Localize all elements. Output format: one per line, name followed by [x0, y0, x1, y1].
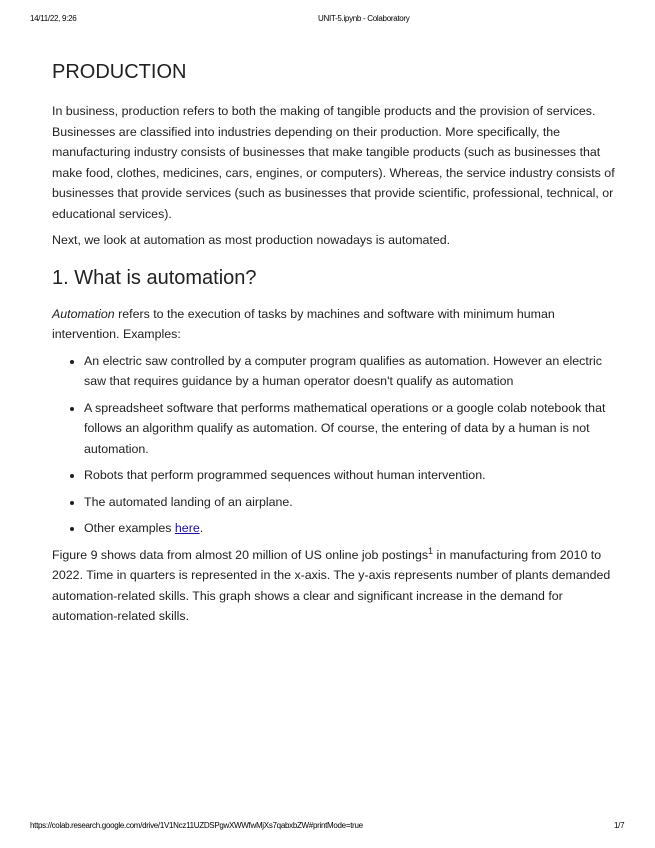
list-item: • The automated landing of an airplane. — [84, 492, 622, 513]
list-item: • A spreadsheet software that performs mathematical operations or a google colab notebook that follows an algorithm qualify as automation. Of course, the entering of data by a human is not automation. — [84, 398, 622, 460]
next-paragraph: Next, we look at automation as most production nowadays is automated. — [52, 233, 451, 247]
definition-term: Automation — [52, 306, 115, 321]
other-examples-prefix: Other examples — [84, 521, 175, 535]
print-url: https://colab.research.google.com/drive/1V1Ncz11UZDSPgwXWWfwMjXs7qabxbZW#printMode=true — [30, 821, 363, 830]
examples-list — [52, 351, 622, 539]
section-title: PRODUCTION — [52, 61, 187, 83]
list-item: • Robots that perform programmed sequences without human intervention. — [84, 465, 622, 486]
page-number: 1/7 — [614, 821, 625, 830]
footnote-ref[interactable]: 1 — [428, 545, 434, 556]
definition-text: refers to the execution of tasks by machines and software with minimum human intervention. Examples: — [52, 306, 555, 341]
definition-paragraph — [52, 304, 622, 345]
figure-text-rest: in manufacturing from 2010 to 2022. Time in quarters is represented in the x-axis. The y-axis represents number of plants demanded automation-related skills. This graph shows a clear and significant increase in the demand for automation-related skills. — [52, 547, 611, 623]
figure-text: Figure 9 shows data from almost 20 million of US online job postings — [52, 547, 429, 562]
print-datetime: 14/11/22, 9:26 — [30, 14, 77, 23]
list-item — [84, 518, 622, 539]
other-examples-suffix: . — [199, 521, 204, 535]
print-title: UNIT-5.ipynb - Colaboratory — [318, 14, 410, 23]
intro-paragraph: In business, production refers to both the making of tangible products and the provision of services. Businesses are classified into industries depending on their production. More specifically, the manufacturing industry consists of businesses that make tangible products (such as businesses that make food, clothes, medicines, cars, engines, or computers). Whereas, the service industry consists of businesses that provide services (such as businesses that provide scientific, professional, technical, or educational services). — [52, 104, 615, 221]
here-link[interactable]: here — [174, 521, 200, 535]
figure-paragraph — [52, 545, 622, 627]
list-item: • An electric saw controlled by a computer program qualifies as automation. However an electric saw that requires guidance by a human operator doesn't qualify as automation — [84, 351, 622, 392]
subsection-title: 1. What is automation? — [52, 266, 257, 289]
notebook-content — [52, 56, 622, 633]
